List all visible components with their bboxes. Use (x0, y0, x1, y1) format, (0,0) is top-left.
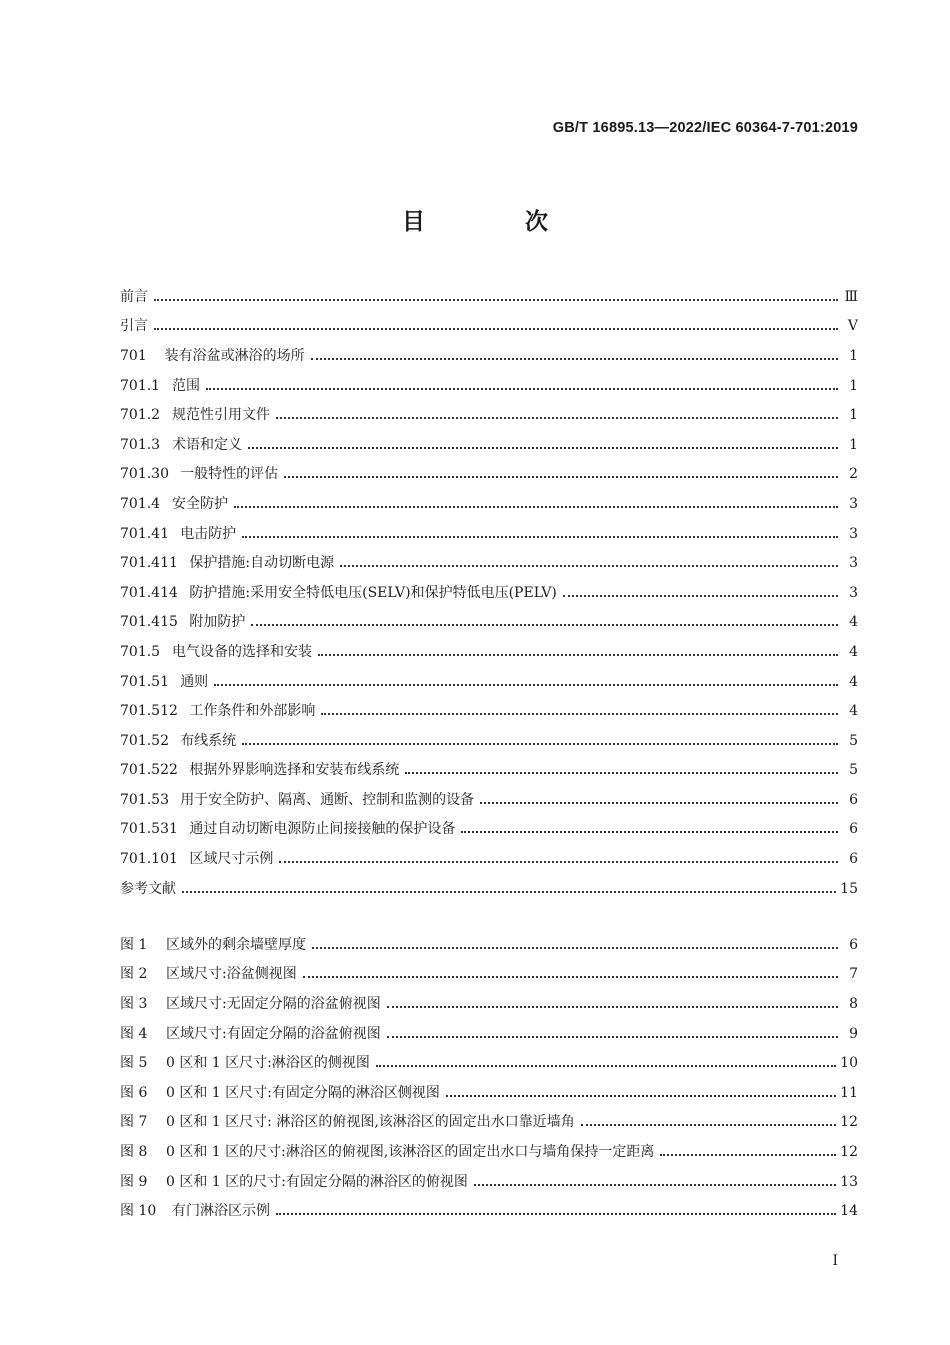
toc-entry-number: 701.415 (120, 614, 178, 631)
page-number: I (832, 1253, 838, 1269)
toc-entry-page: 12 (840, 1114, 858, 1131)
toc-entry-label: 前言 (120, 288, 148, 305)
leader-dots (318, 654, 838, 656)
toc-entry-number: 图 9 (120, 1173, 148, 1190)
toc-entry-page: 4 (849, 673, 858, 690)
leader-dots (405, 772, 838, 774)
toc-entry-page: 1 (849, 347, 858, 364)
leader-dots (303, 976, 838, 978)
toc-entry-page: 8 (849, 995, 858, 1012)
toc-entry[interactable] (120, 400, 858, 430)
leader-dots (206, 388, 838, 390)
leader-dots (242, 536, 838, 538)
toc-entry-label: 通过自动切断电源防止间接接触的保护设备 (189, 821, 456, 838)
toc-entry-page: 1 (849, 377, 858, 394)
toc-entry-number: 701.2 (120, 407, 161, 424)
toc-entry-page: 1 (849, 407, 858, 424)
toc-entry-label: 范围 (172, 377, 200, 394)
toc-entry[interactable] (120, 637, 858, 667)
toc-entry-page: 15 (840, 880, 858, 897)
leader-dots (312, 947, 838, 949)
toc-entry-label: 0 区和 1 区的尺寸:淋浴区的俯视图,该淋浴区的固定出水口与墙角保持一定距离 (166, 1143, 655, 1160)
toc-entry-page: 13 (840, 1173, 858, 1190)
leader-dots (276, 1213, 836, 1215)
toc-entry-number: 701.51 (120, 673, 169, 690)
toc-entry-number: 701.53 (120, 791, 169, 808)
toc-entry[interactable] (120, 341, 858, 371)
toc-entry-label: 有门淋浴区示例 (172, 1203, 270, 1220)
toc-entry-label: 0 区和 1 区尺寸:淋浴区的侧视图 (166, 1055, 370, 1072)
toc-entry-number: 701.411 (120, 555, 178, 572)
toc-entry[interactable] (120, 1167, 858, 1197)
leader-dots (387, 1006, 838, 1008)
toc-entry-label: 规范性引用文件 (172, 407, 270, 424)
standard-code: GB/T 16895.13—2022/IEC 60364-7-701:2019 (552, 120, 858, 136)
toc-entry-number: 701.522 (120, 762, 178, 779)
toc-entry-label: 区域尺寸:浴盆侧视图 (166, 966, 297, 983)
toc-entry-number: 701.52 (120, 732, 169, 749)
leader-dots (311, 358, 838, 360)
toc-entry-label: 0 区和 1 区尺寸:有固定分隔的淋浴区侧视图 (166, 1084, 440, 1101)
leader-dots (154, 328, 838, 330)
leader-dots (182, 891, 836, 893)
toc-entry-number: 图 2 (120, 966, 148, 983)
toc-entry-number: 图 3 (120, 995, 148, 1012)
toc-entry-page: 7 (849, 966, 858, 983)
toc-entry-number: 图 6 (120, 1084, 148, 1101)
toc-entry[interactable] (120, 844, 858, 874)
leader-dots (563, 595, 838, 597)
toc-entry-number: 701.512 (120, 703, 178, 720)
toc-entry-page: 1 (849, 436, 858, 453)
toc-entry-number: 图 5 (120, 1055, 148, 1072)
toc-entry-label: 电气设备的选择和安装 (172, 643, 312, 660)
toc-entry-label: 区域尺寸示例 (189, 851, 274, 868)
toc-entry-number: 701 (120, 347, 147, 364)
leader-dots (474, 1184, 836, 1186)
toc-entry[interactable] (120, 874, 858, 904)
toc-entry-label: 根据外界影响选择和安装布线系统 (189, 762, 400, 779)
toc-entry[interactable] (120, 1137, 858, 1167)
toc-entry[interactable] (120, 930, 858, 960)
toc-entry-label: 电击防护 (180, 525, 237, 542)
toc-entry-label: 术语和定义 (172, 436, 242, 453)
toc-entry-page: 5 (849, 762, 858, 779)
leader-dots (480, 802, 838, 804)
toc-entry[interactable] (120, 1078, 858, 1108)
toc-entry-page: 2 (849, 466, 858, 483)
toc-entry[interactable] (120, 726, 858, 756)
toc-entry-page: 3 (849, 495, 858, 512)
toc-entry[interactable] (120, 696, 858, 726)
leader-dots (321, 713, 838, 715)
leader-dots (376, 1065, 836, 1067)
toc-entry[interactable] (120, 578, 858, 608)
toc-entry-label: 0 区和 1 区的尺寸:有固定分隔的淋浴区的俯视图 (166, 1173, 468, 1190)
leader-dots (276, 417, 838, 419)
toc-entry-label: 防护措施:采用安全特低电压(SELV)和保护特低电压(PELV) (189, 584, 557, 601)
toc-entry-label: 附加防护 (189, 614, 246, 631)
toc-entry-number: 701.30 (120, 466, 169, 483)
toc-entry[interactable] (120, 785, 858, 815)
leader-dots (446, 1095, 836, 1097)
leader-dots (581, 1124, 836, 1126)
toc-entry-number: 图 8 (120, 1143, 148, 1160)
leader-dots (340, 565, 838, 567)
toc-entry-number: 701.101 (120, 851, 178, 868)
toc-entry[interactable] (120, 1019, 858, 1049)
toc-entry[interactable] (120, 430, 858, 460)
toc-entry-label: 0 区和 1 区尺寸: 淋浴区的俯视图,该淋浴区的固定出水口靠近墙角 (166, 1114, 575, 1131)
toc-entry-page: 12 (840, 1143, 858, 1160)
toc-entry[interactable] (120, 548, 858, 578)
toc-figures (120, 930, 858, 1226)
toc-entry[interactable] (120, 460, 858, 490)
toc-entry-number: 图 4 (120, 1025, 148, 1042)
leader-dots (660, 1154, 836, 1156)
toc-entry-number: 701.531 (120, 821, 178, 838)
toc-entry-label: 通则 (180, 673, 209, 690)
toc-entry-number: 701.3 (120, 436, 161, 453)
toc-entry-page: 3 (849, 555, 858, 572)
toc-entry[interactable] (120, 960, 858, 990)
leader-dots (234, 506, 838, 508)
toc-entry[interactable] (120, 989, 858, 1019)
toc-entry-page: 6 (849, 821, 858, 838)
toc-entry-label: 装有浴盆或淋浴的场所 (164, 347, 305, 364)
toc-entry-page: 6 (849, 936, 858, 953)
toc-entry[interactable] (120, 1196, 858, 1226)
toc-entry-label: 用于安全防护、隔离、通断、控制和监测的设备 (180, 791, 475, 808)
toc-entry-label: 安全防护 (172, 495, 228, 512)
toc-entry[interactable] (120, 312, 858, 342)
toc-entry-number: 701.4 (120, 495, 161, 512)
toc-entry-label: 工作条件和外部影响 (189, 703, 316, 720)
toc-entry-page: 11 (840, 1084, 858, 1101)
leader-dots (279, 861, 838, 863)
toc-entry-number: 图 7 (120, 1114, 148, 1131)
page-title: 目 次 (401, 209, 594, 235)
toc-entry-number: 701.41 (120, 525, 169, 542)
toc-entry-page: 5 (849, 732, 858, 749)
toc-entry-page: 10 (840, 1055, 858, 1072)
toc-entry[interactable] (120, 815, 858, 845)
toc-entry-page: 3 (849, 584, 858, 601)
leader-dots (242, 743, 838, 745)
toc-entry[interactable] (120, 489, 858, 519)
toc-entry-label: 一般特性的评估 (180, 466, 279, 483)
leader-dots (154, 299, 838, 301)
toc-entry-number: 701.1 (120, 377, 161, 394)
toc-entry[interactable] (120, 1048, 858, 1078)
toc-entry-page: Ⅴ (847, 318, 858, 335)
leader-dots (284, 476, 838, 478)
toc-main (120, 282, 858, 903)
leader-dots (214, 684, 838, 686)
toc-entry[interactable] (120, 667, 858, 697)
toc-entry[interactable] (120, 519, 858, 549)
toc-entry[interactable] (120, 608, 858, 638)
toc-entry-label: 保护措施:自动切断电源 (189, 555, 335, 572)
toc-entry[interactable] (120, 756, 858, 786)
toc-entry[interactable] (120, 1108, 858, 1138)
toc-entry-label: 区域尺寸:无固定分隔的浴盆俯视图 (166, 995, 381, 1012)
toc-entry-page: 9 (849, 1025, 858, 1042)
leader-dots (251, 624, 838, 626)
toc-entry-label: 区域外的剩余墙壁厚度 (166, 936, 306, 953)
toc-entry-page: 6 (849, 791, 858, 808)
toc-entry-label: 参考文献 (120, 880, 176, 897)
leader-dots (248, 447, 838, 449)
toc-entry-page: 14 (840, 1203, 858, 1220)
toc-entry-page: 3 (849, 525, 858, 542)
toc-entry-label: 布线系统 (180, 732, 237, 749)
leader-dots (461, 831, 838, 833)
toc-entry-page: 4 (849, 643, 858, 660)
toc-entry[interactable] (120, 282, 858, 312)
toc-entry[interactable] (120, 371, 858, 401)
toc-entry-page: 4 (849, 703, 858, 720)
leader-dots (387, 1036, 838, 1038)
toc-entry-page: 6 (849, 851, 858, 868)
toc-entry-number: 图 10 (120, 1203, 157, 1220)
toc-entry-number: 701.414 (120, 584, 178, 601)
toc-entry-number: 701.5 (120, 643, 161, 660)
toc-entry-label: 区域尺寸:有固定分隔的浴盆俯视图 (166, 1025, 381, 1042)
toc-entry-number: 图 1 (120, 936, 148, 953)
toc-entry-page: 4 (849, 614, 858, 631)
toc-entry-page: Ⅲ (844, 288, 858, 305)
toc-entry-label: 引言 (120, 318, 148, 335)
